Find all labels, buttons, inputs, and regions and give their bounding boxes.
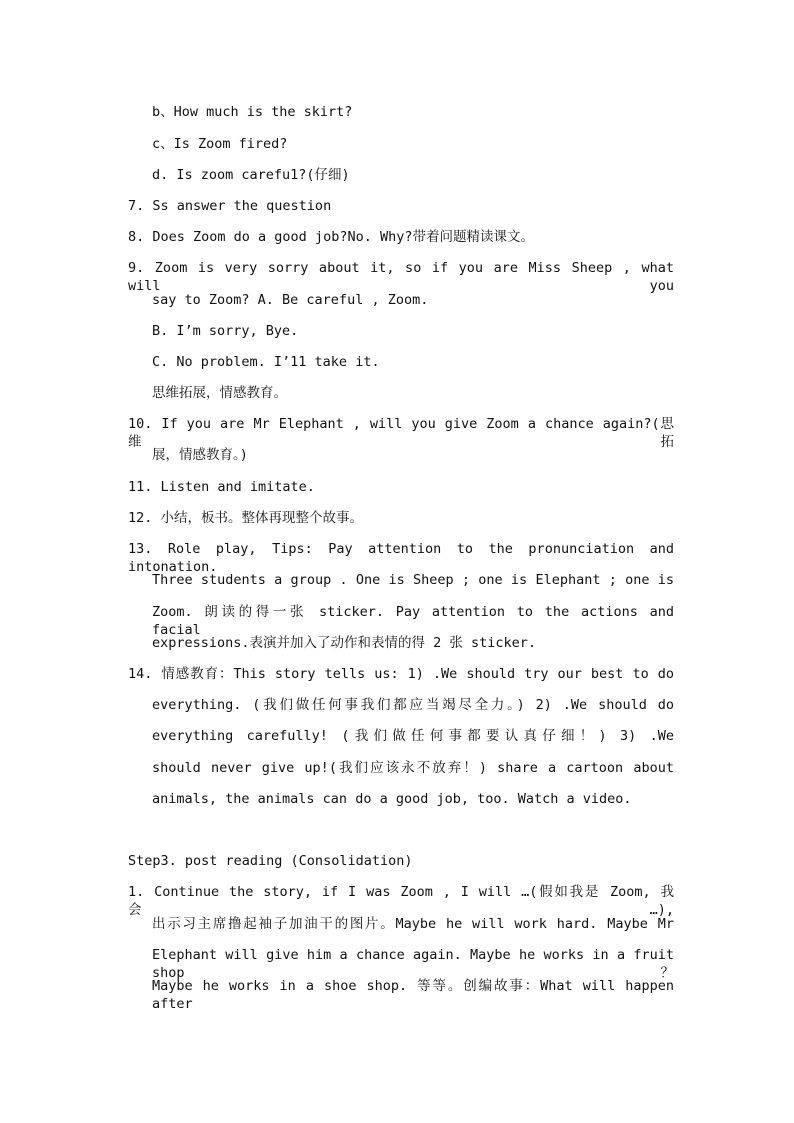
question-d: d. Is zoom carefu1?(仔细): [152, 167, 350, 183]
item-9-option-b: B. I’m sorry, Bye.: [152, 323, 299, 339]
question-c: c、Is Zoom fired?: [152, 136, 288, 152]
step3-item-1-cont-3: Maybe he works in a shoe shop. 等等。创编故事：What will happen after: [152, 978, 674, 1012]
item-14: 14. 情感教育：This story tells us: 1) .We should try our best to do: [128, 666, 674, 682]
item-14-cont-1: everything. (我们做任何事我们都应当竭尽全力。) 2) .We should do: [152, 697, 674, 713]
item-13-cont-1: Three students a group . One is Sheep ; one is Elephant ; one is: [152, 572, 674, 588]
item-9-note: 思维拓展，情感教育。: [152, 385, 287, 401]
item-10-cont: 展，情感教育。): [152, 447, 248, 463]
item-11: 11. Listen and imitate.: [128, 479, 315, 495]
question-b: b、How much is the skirt?: [152, 104, 353, 120]
item-7: 7. Ss answer the question: [128, 198, 332, 214]
step3-item-1-cont-1: 出示习主席撸起袖子加油干的图片。Maybe he will work hard. Maybe Mr: [152, 916, 674, 932]
step3-heading: Step3. post reading (Consolidation): [128, 853, 413, 869]
item-9: 9. Zoom is very sorry about it, so if you are Miss Sheep , what will you: [128, 260, 674, 294]
item-14-cont-2: everything carefully! (我们做任何事都要认真仔细！) 3) .We: [152, 728, 674, 744]
step3-item-1: 1. Continue the story, if I was Zoom , I will …(假如我是 Zoom, 我会…),: [128, 884, 674, 918]
item-14-cont-3: should never give up!(我们应该永不放弃！) share a cartoon about: [152, 760, 674, 776]
step3-item-1-cont-2: Elephant will give him a chance again. Maybe he works in a fruit shop？: [152, 947, 674, 981]
item-13-cont-3: expressions.表演并加入了动作和表情的得 2 张 sticker.: [152, 635, 537, 651]
item-10: 10. If you are Mr Elephant , will you give Zoom a chance again?(思维拓: [128, 416, 674, 450]
item-14-cont-4: animals, the animals can do a good job, too. Watch a video.: [152, 791, 632, 807]
item-9-cont: say to Zoom? A. Be careful , Zoom.: [152, 292, 429, 308]
item-8: 8. Does Zoom do a good job?No. Why?带着问题精读课文。: [128, 229, 534, 245]
item-13-cont-2: Zoom. 朗读的得一张 sticker. Pay attention to the actions and facial: [152, 604, 674, 638]
item-12: 12. 小结，板书。整体再现整个故事。: [128, 510, 364, 526]
item-13: 13. Role play, Tips: Pay attention to the pronunciation and intonation.: [128, 541, 674, 575]
item-9-option-c: C. No problem. I’11 take it.: [152, 354, 380, 370]
